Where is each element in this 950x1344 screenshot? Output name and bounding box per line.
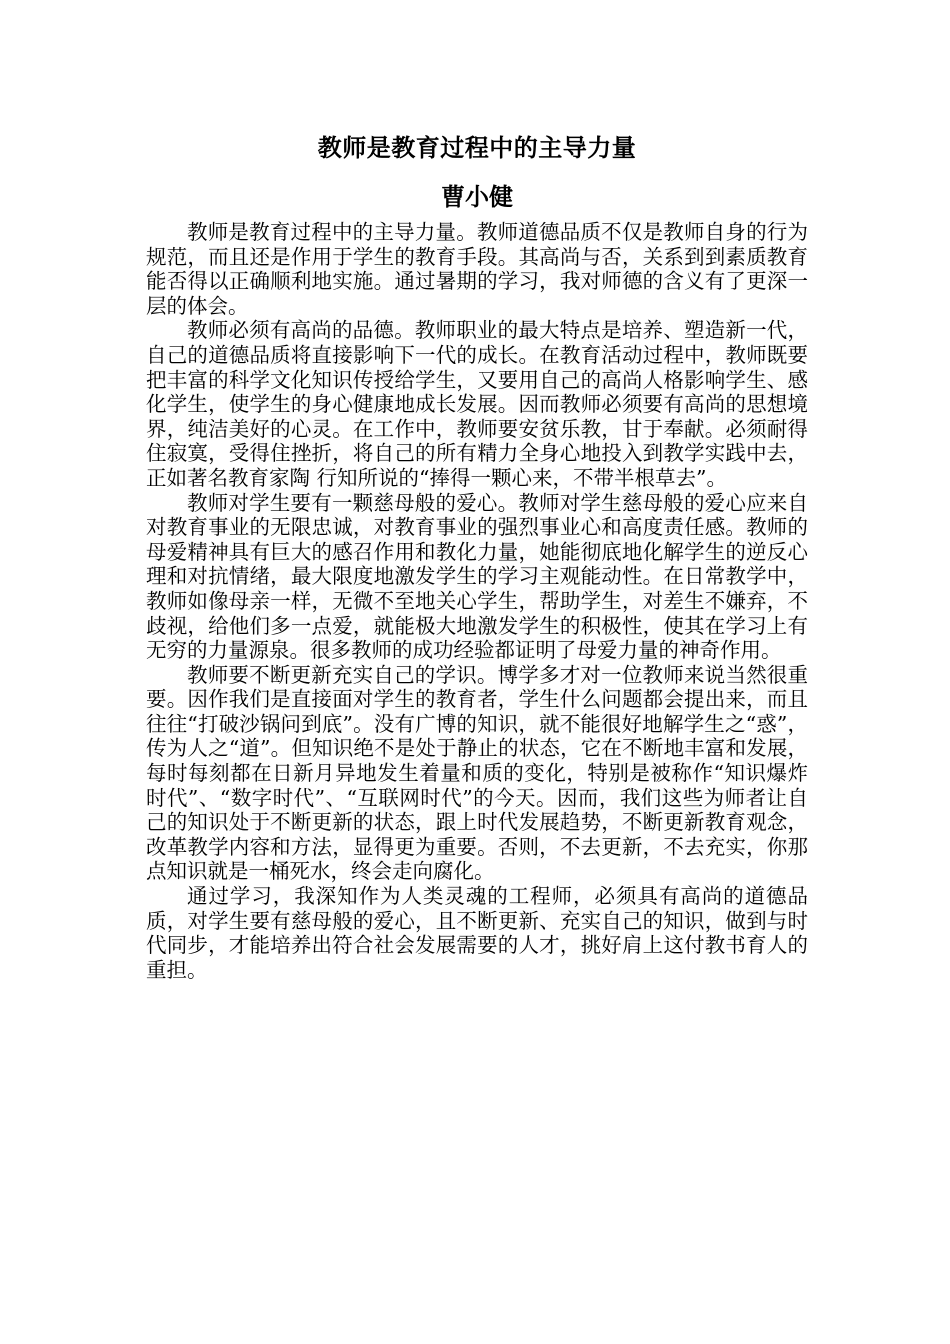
document-page	[146, 130, 808, 982]
document-title: 教师是教育过程中的主导力量	[317, 134, 637, 162]
paragraph-4: 教师要不断更新充实自己的学识。博学多才对一位教师来说当然很重要。因作我们是直接面对学生的教育者，学生什么问题都会提出来，而且往往“打破沙锅问到底”。没有广博的知识，就不能很好地解学生之“惑”，传为人之“道”。但知识绝不是处于静止的状态，它在不断地丰富和发展，每时每刻都在日新月异地发生着量和质的变化，特别是被称作“知识爆炸时代”、“数字时代”、“互联网时代”的今天。因而，我们这些为师者让自己的知识处于不断更新的状态，跟上时代发展趋势，不断更新教育观念，改革教学内容和方法，显得更为重要。否则，不去更新，不去充实，你那点知识就是一桶死水，终会走向腐化。	[146, 662, 808, 884]
document-author: 曹小健	[441, 183, 513, 211]
paragraph-5: 通过学习，我深知作为人类灵魂的工程师，必须具有高尚的道德品质，对学生要有慈母般的爱心，且不断更新、充实自己的知识，做到与时代同步，才能培养出符合社会发展需要的人才，挑好肩上这付教书育人的重担。	[146, 884, 808, 982]
paragraph-3: 教师对学生要有一颗慈母般的爱心。教师对学生慈母般的爱心应来自对教育事业的无限忠诚，对教育事业的强烈事业心和高度责任感。教师的母爱精神具有巨大的感召作用和教化力量，她能彻底地化解学生的逆反心理和对抗情绪，最大限度地激发学生的学习主观能动性。在日常教学中，教师如像母亲一样，无微不至地关心学生，帮助学生，对差生不嫌弃，不歧视，给他们多一点爱，就能极大地激发学生的积极性，使其在学习上有无穷的力量源泉。很多教师的成功经验都证明了母爱力量的神奇作用。	[146, 490, 808, 663]
paragraph-1: 教师是教育过程中的主导力量。教师道德品质不仅是教师自身的行为规范，而且还是作用于学生的教育手段。其高尚与否，关系到到素质教育能否得以正确顺利地实施。通过暑期的学习，我对师德的含义有了更深一层的体会。	[146, 220, 808, 318]
paragraph-2: 教师必须有高尚的品德。教师职业的最大特点是培养、塑造新一代，自己的道德品质将直接影响下一代的成长。在教育活动过程中，教师既要把丰富的科学文化知识传授给学生，又要用自己的高尚人格影响学生、感化学生，使学生的身心健康地成长发展。因而教师必须要有高尚的思想境界，纯洁美好的心灵。在工作中，教师要安贫乐教，甘于奉献。必须耐得住寂寞，受得住挫折，将自己的所有精力全身心地投入到教学实践中去， 正如著名教育家陶 行知所说的“捧得一颗心来，不带半根草去”。	[146, 318, 808, 490]
